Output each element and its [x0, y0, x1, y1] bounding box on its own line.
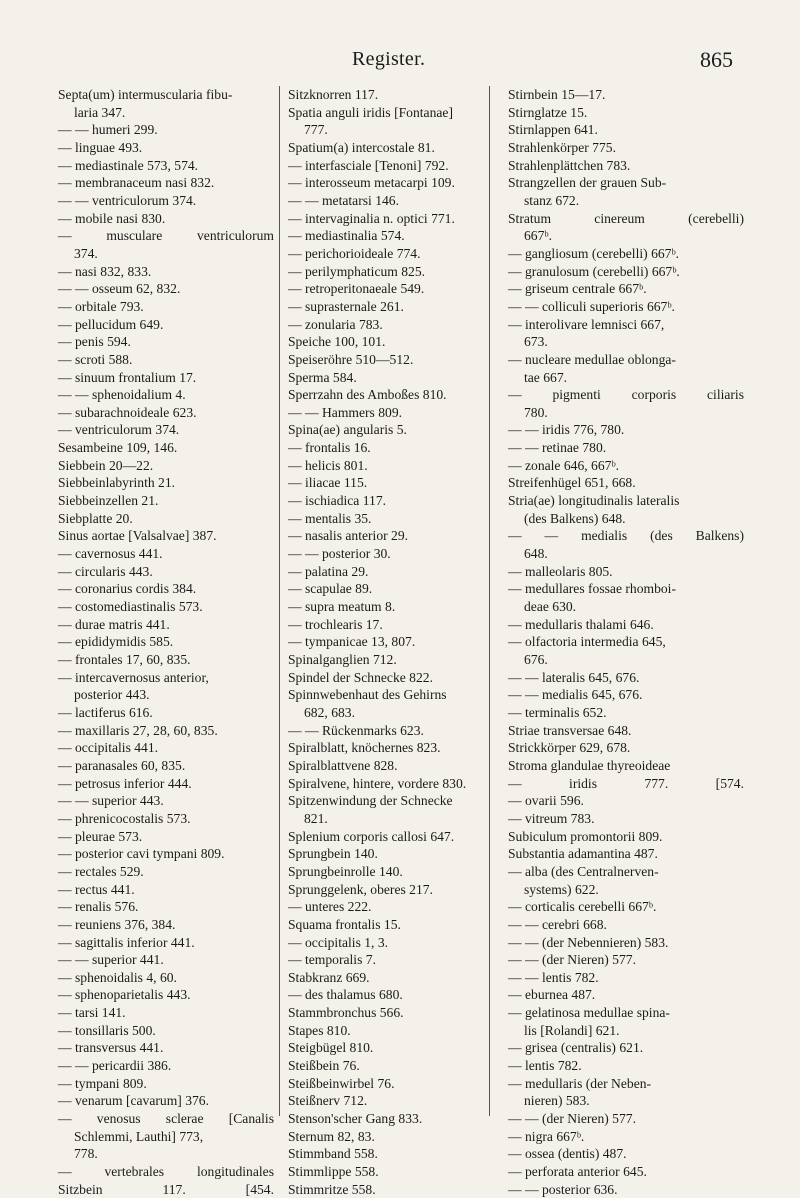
- index-entry: — epididymidis 585.: [58, 634, 174, 650]
- index-entry: — trochlearis 17.: [288, 616, 383, 632]
- index-entry: — frontalis 16.: [288, 440, 371, 456]
- index-entry: — intercavernosus anterior,: [58, 669, 209, 685]
- index-entry: — unteres 222.: [288, 899, 372, 915]
- index-entry: — — (der Nebennieren) 583.: [508, 934, 669, 950]
- index-entry: — supra meatum 8.: [288, 599, 396, 615]
- index-entry: — cavernosus 441.: [58, 546, 163, 562]
- index-entry: Spatium(a) intercostale 81.: [288, 139, 435, 155]
- index-entry: — musculare ventriculorum: [58, 228, 274, 244]
- index-entry: Siebbein 20—22.: [58, 457, 154, 473]
- index-entry: — suprasternale 261.: [288, 298, 404, 314]
- index-entry: — — posterior 636.: [508, 1181, 618, 1197]
- index-entry: 673.: [524, 334, 548, 350]
- index-entry: Stammbronchus 566.: [288, 1005, 404, 1021]
- index-entry: — lentis 782.: [508, 1058, 582, 1074]
- index-entry: — — metatarsi 146.: [288, 192, 399, 208]
- index-entry: Stratum cinereum (cerebelli): [508, 210, 744, 226]
- index-entry: Speiseröhre 510—512.: [288, 351, 414, 367]
- index-entry: — zonale 646, 667ᵇ.: [508, 457, 620, 473]
- index-entry: — orbitale 793.: [58, 298, 144, 314]
- index-entry: — subarachnoideale 623.: [58, 404, 197, 420]
- index-entry: — occipitalis 441.: [58, 740, 159, 756]
- index-entry: — pleurae 573.: [58, 828, 143, 844]
- index-entry: Stimmritze 558.: [288, 1181, 376, 1197]
- index-entry: — medullares fossae rhomboi-: [508, 581, 676, 597]
- index-entry: — — lentis 782.: [508, 969, 599, 985]
- index-entry: — interolivare lemnisci 667,: [508, 316, 665, 332]
- index-entry: Sesambeine 109, 146.: [58, 440, 178, 456]
- index-entry: Sinus aortae [Valsalvae] 387.: [58, 528, 217, 544]
- index-entry: — renalis 576.: [58, 899, 139, 915]
- index-entry: — mentalis 35.: [288, 510, 372, 526]
- index-entry: — helicis 801.: [288, 457, 368, 473]
- index-entry: — griseum centrale 667ᵇ.: [508, 281, 647, 297]
- index-entry: Spatia anguli iridis [Fontanae]: [288, 104, 453, 120]
- index-entry: Splenium corporis callosi 647.: [288, 828, 455, 844]
- index-entry: — lactiferus 616.: [58, 704, 153, 720]
- index-entry: — temporalis 7.: [288, 952, 376, 968]
- index-entry: — scroti 588.: [58, 351, 133, 367]
- index-entry: — tympani 809.: [58, 1075, 147, 1091]
- index-entry: Spinalganglien 712.: [288, 652, 397, 667]
- index-entry: — scapulae 89.: [288, 581, 373, 597]
- index-entry: laria 347.: [74, 104, 126, 120]
- index-entry: — — medialis (des Balkens): [508, 528, 744, 544]
- index-entry: — membranaceum nasi 832.: [58, 175, 215, 191]
- index-entry: Stabkranz 669.: [288, 969, 370, 985]
- index-entry: — — lateralis 645, 676.: [508, 669, 640, 685]
- index-entry: Spina(ae) angularis 5.: [288, 422, 407, 438]
- index-entry: — coronarius cordis 384.: [58, 581, 197, 597]
- index-entry: Stirnglatze 15.: [508, 104, 588, 120]
- index-entry: — sinuum frontalium 17.: [58, 369, 197, 385]
- index-entry: — perichorioideale 774.: [288, 245, 421, 261]
- index-entry: — maxillaris 27, 28, 60, 835.: [58, 722, 218, 738]
- index-entry: Spindel der Schnecke 822.: [288, 669, 433, 685]
- index-entry: Spiralblattvene 828.: [288, 757, 398, 773]
- index-entry: — medullaris thalami 646.: [508, 616, 654, 632]
- index-entry: — frontales 17, 60, 835.: [58, 652, 191, 667]
- index-entry: Steigbügel 810.: [288, 1040, 374, 1056]
- index-entry: — olfactoria intermedia 645,: [508, 634, 666, 650]
- index-entry: — tympanicae 13, 807.: [288, 634, 416, 650]
- index-entry: tae 667.: [524, 369, 568, 385]
- index-entry: Spinnwebenhaut des Gehirns: [288, 687, 447, 703]
- index-entry: lis [Rolandi] 621.: [524, 1022, 620, 1038]
- index-entry: posterior 443.: [74, 687, 150, 703]
- index-entry: Sprungbeinrolle 140.: [288, 863, 403, 879]
- index-entry: — nigra 667ᵇ.: [508, 1128, 585, 1144]
- index-entry: — mediastinale 573, 574.: [58, 157, 199, 173]
- index-entry: 682, 683.: [304, 704, 355, 720]
- index-entry: — durae matris 441.: [58, 616, 170, 632]
- index-entry: — — medialis 645, 676.: [508, 687, 643, 703]
- index-entry: — — cerebri 668.: [508, 916, 607, 932]
- index-entry: — perilymphaticum 825.: [288, 263, 426, 279]
- index-entry: — ischiadica 117.: [288, 493, 387, 509]
- index-entry: — — (der Nieren) 577.: [508, 952, 636, 968]
- index-entry: Spiralblatt, knöchernes 823.: [288, 740, 441, 756]
- index-entry: Spitzenwindung der Schnecke: [288, 793, 453, 809]
- index-entry: Siebplatte 20.: [58, 510, 133, 526]
- index-entry: Squama frontalis 15.: [288, 916, 401, 932]
- index-entry: 667ᵇ.: [524, 228, 552, 244]
- index-entry: — interosseum metacarpi 109.: [288, 175, 455, 191]
- index-column-1: [58, 86, 274, 1198]
- column-divider-2: [489, 86, 490, 1116]
- index-entry: — transversus 441.: [58, 1040, 164, 1056]
- index-entry: — — superior 443.: [58, 793, 164, 809]
- index-entry: — sphenoparietalis 443.: [58, 987, 191, 1003]
- index-entry: — interfasciale [Tenoni] 792.: [288, 157, 449, 173]
- index-entry: 676.: [524, 652, 548, 667]
- index-entry: — costomediastinalis 573.: [58, 599, 203, 615]
- index-entry: — pellucidum 649.: [58, 316, 164, 332]
- column-divider-1: [279, 86, 280, 1116]
- index-entry: — medullaris (der Neben-: [508, 1075, 652, 1091]
- index-entry: — venosus sclerae [Canalis: [58, 1111, 274, 1127]
- index-entry: — petrosus inferior 444.: [58, 775, 192, 791]
- index-entry: (des Balkens) 648.: [524, 510, 626, 526]
- index-entry: Steißbein 76.: [288, 1058, 360, 1074]
- index-entry: — tarsi 141.: [58, 1005, 126, 1021]
- index-entry: Steißbeinwirbel 76.: [288, 1075, 395, 1091]
- index-entry: — sagittalis inferior 441.: [58, 934, 195, 950]
- index-entry: Speiche 100, 101.: [288, 334, 386, 350]
- index-entry: — — iridis 776, 780.: [508, 422, 625, 438]
- index-entry: Stirnbein 15—17.: [508, 87, 606, 102]
- index-entry: 648.: [524, 546, 548, 562]
- index-entry: — gelatinosa medullae spina-: [508, 1005, 670, 1021]
- index-entry: — — sphenoidalium 4.: [58, 387, 186, 403]
- index-entry: Siebbeinzellen 21.: [58, 493, 159, 509]
- index-entry: — — posterior 30.: [288, 546, 391, 562]
- index-entry: — mediastinalia 574.: [288, 228, 405, 244]
- index-entry: Sternum 82, 83.: [288, 1128, 375, 1144]
- index-entry: — corticalis cerebelli 667ᵇ.: [508, 899, 657, 915]
- index-entry: — phrenicocostalis 573.: [58, 810, 191, 826]
- index-entry: — — retinae 780.: [508, 440, 607, 456]
- index-entry: 777.: [304, 122, 328, 138]
- index-entry: — ossea (dentis) 487.: [508, 1146, 627, 1162]
- index-entry: — reuniens 376, 384.: [58, 916, 176, 932]
- index-entry: — retroperitonaeale 549.: [288, 281, 425, 297]
- index-entry: — posterior cavi tympani 809.: [58, 846, 225, 862]
- index-entry: — ovarii 596.: [508, 793, 584, 809]
- running-head: [0, 48, 800, 76]
- index-entry: Steißnerv 712.: [288, 1093, 368, 1109]
- index-entry: — des thalamus 680.: [288, 987, 403, 1003]
- index-entry: — — ventriculorum 374.: [58, 192, 197, 208]
- index-entry: Stimmband 558.: [288, 1146, 378, 1162]
- index-entry: — — Hammers 809.: [288, 404, 403, 420]
- index-entry: 374.: [74, 245, 98, 261]
- index-entry: Sperrzahn des Amboßes 810.: [288, 387, 447, 403]
- index-entry: — nucleare medullae oblonga-: [508, 351, 676, 367]
- index-entry: — mobile nasi 830.: [58, 210, 166, 226]
- index-entry: Sitzbein 117. [454.: [58, 1181, 274, 1197]
- index-entry: Stroma glandulae thyreoideae: [508, 757, 671, 773]
- index-entry: — nasalis anterior 29.: [288, 528, 409, 544]
- index-entry: Striae transversae 648.: [508, 722, 632, 738]
- index-entry: — gangliosum (cerebelli) 667ᵇ.: [508, 245, 680, 261]
- index-entry: — granulosum (cerebelli) 667ᵇ.: [508, 263, 680, 279]
- index-entry: 778.: [74, 1146, 98, 1162]
- index-entry: Sperma 584.: [288, 369, 357, 385]
- index-entry: — malleolaris 805.: [508, 563, 613, 579]
- index-entry: — — pericardii 386.: [58, 1058, 172, 1074]
- index-entry: — nasi 832, 833.: [58, 263, 152, 279]
- index-entry: Stapes 810.: [288, 1022, 351, 1038]
- index-entry: Septa(um) intermuscularia fibu-: [58, 87, 233, 102]
- index-entry: — intervaginalia n. optici 771.: [288, 210, 455, 226]
- index-entry: deae 630.: [524, 599, 577, 615]
- index-entry: — rectales 529.: [58, 863, 144, 879]
- index-entry: Schlemmi, Lauthi] 773,: [74, 1128, 204, 1144]
- index-entry: — iliacae 115.: [288, 475, 368, 491]
- index-entry: Strickkörper 629, 678.: [508, 740, 631, 756]
- index-entry: — rectus 441.: [58, 881, 135, 897]
- index-entry: — — osseum 62, 832.: [58, 281, 181, 297]
- index-entry: Sprunggelenk, oberes 217.: [288, 881, 433, 897]
- index-entry: — — colliculi superioris 667ᵇ.: [508, 298, 675, 314]
- index-entry: — perforata anterior 645.: [508, 1164, 647, 1180]
- index-entry: Substantia adamantina 487.: [508, 846, 658, 862]
- index-entry: Stenson'scher Gang 833.: [288, 1111, 423, 1127]
- index-entry: — grisea (centralis) 621.: [508, 1040, 644, 1056]
- index-entry: Stirnlappen 641.: [508, 122, 598, 138]
- index-entry: — vitreum 783.: [508, 810, 595, 826]
- index-entry: Strahlenplättchen 783.: [508, 157, 631, 173]
- index-entry: Siebbeinlabyrinth 21.: [58, 475, 176, 491]
- index-entry: Sprungbein 140.: [288, 846, 378, 862]
- index-entry: — paranasales 60, 835.: [58, 757, 186, 773]
- index-entry: Strangzellen der grauen Sub-: [508, 175, 667, 191]
- index-entry: Stria(ae) longitudinalis lateralis: [508, 493, 680, 509]
- index-entry: — pigmenti corporis ciliaris: [508, 387, 744, 403]
- index-entry: — occipitalis 1, 3.: [288, 934, 389, 950]
- index-entry: — zonularia 783.: [288, 316, 383, 332]
- index-entry: nieren) 583.: [524, 1093, 590, 1109]
- index-entry: — penis 594.: [58, 334, 131, 350]
- page-title: Register.: [352, 48, 426, 70]
- index-entry: Streifenhügel 651, 668.: [508, 475, 636, 491]
- index-entry: — terminalis 652.: [508, 704, 607, 720]
- index-entry: — venarum [cavarum] 376.: [58, 1093, 209, 1109]
- index-entry: — ventriculorum 374.: [58, 422, 180, 438]
- index-entry: systems) 622.: [524, 881, 599, 897]
- index-entry: — linguae 493.: [58, 139, 143, 155]
- page-number: 865: [700, 47, 733, 72]
- index-entry: — — superior 441.: [58, 952, 164, 968]
- index-entry: — alba (des Centralnerven-: [508, 863, 659, 879]
- index-entry: — sphenoidalis 4, 60.: [58, 969, 177, 985]
- index-entry: — circularis 443.: [58, 563, 153, 579]
- index-entry: — tonsillaris 500.: [58, 1022, 156, 1038]
- index-entry: Spiralvene, hintere, vordere 830.: [288, 775, 467, 791]
- index-column-2: [288, 86, 484, 1198]
- index-column-3: [508, 86, 744, 1198]
- index-entry: — palatina 29.: [288, 563, 369, 579]
- index-entry: — iridis 777. [574.: [508, 775, 744, 791]
- index-entry: — — Rückenmarks 623.: [288, 722, 424, 738]
- index-entry: Strahlenkörper 775.: [508, 139, 616, 155]
- index-entry: — vertebrales longitudinales: [58, 1164, 274, 1180]
- index-entry: stanz 672.: [524, 192, 580, 208]
- index-entry: Stimmlippe 558.: [288, 1164, 379, 1180]
- index-entry: — — (der Nieren) 577.: [508, 1111, 636, 1127]
- index-entry: — — humeri 299.: [58, 122, 158, 138]
- index-entry: — eburnea 487.: [508, 987, 596, 1003]
- index-entry: Sitzknorren 117.: [288, 87, 379, 102]
- index-entry: 780.: [524, 404, 548, 420]
- index-entry: 821.: [304, 810, 328, 826]
- index-entry: Subiculum promontorii 809.: [508, 828, 663, 844]
